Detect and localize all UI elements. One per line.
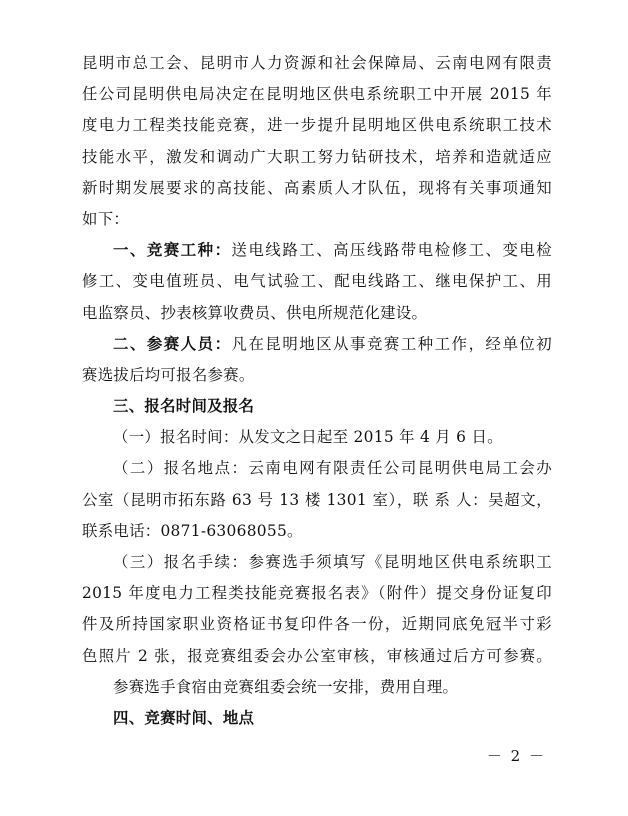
paragraph-line: 任公司昆明供电局决定在昆明地区供电系统职工中开展 2015 年 [82, 85, 552, 104]
paragraph-line: 电监察员、抄表核算收费员、供电所规范化建设。 [82, 303, 428, 322]
section-3-item-3-line: （三）报名手续：参赛选手须填写《昆明地区供电系统职工 [113, 553, 552, 571]
section-3-item-1: （一）报名时间：从发文之日起至 2015 年 4 月 6 日。 [113, 428, 503, 447]
paragraph-line: 度电力工程类技能竞赛，进一步提升昆明地区供电系统职工技术 [82, 116, 552, 135]
section-3-note: 参赛选手食宿由竞赛组委会统一安排，费用自理。 [113, 677, 459, 696]
section-3-item-3-line: 件及所持国家职业资格证书复印件各一份，近期同底免冠半寸彩 [82, 615, 552, 634]
paragraph-line: 赛选拔后均可报名参赛。 [82, 365, 255, 384]
section-4-heading: 四、竞赛时间、地点 [113, 708, 255, 727]
section-3-heading: 三、报名时间及报名 [113, 397, 255, 416]
paragraph-line: 新时期发展要求的高技能、高素质人才队伍，现将有关事项通知 [82, 178, 552, 197]
section-2-heading: 二、参赛人员： [113, 334, 232, 353]
paragraph-line: 昆明市总工会、昆明市人力资源和社会保障局、云南电网有限责 [82, 54, 552, 72]
paragraph-line: 修工、变电值班员、电气试验工、配电线路工、继电保护工、用 [82, 272, 552, 291]
paragraph-line: 如下： [82, 209, 130, 228]
section-1-text: 送电线路工、高压线路带电检修工、变电检 [231, 241, 552, 260]
paragraph-line: 技能水平，激发和调动广大职工努力钻研技术，培养和造就适应 [82, 147, 552, 166]
section-3-item-3-line: 色照片 2 张，报竞赛组委会办公室审核，审核通过后方可参赛。 [82, 646, 552, 665]
section-2-text: 凡在昆明地区从事竞赛工种工作，经单位初 [231, 334, 552, 353]
section-3-item-3-line: 2015 年度电力工程类技能竞赛报名表》（附件）提交身份证复印 [82, 584, 552, 603]
section-1-heading: 一、竞赛工种： [113, 241, 232, 260]
document-body [82, 48, 552, 734]
section-3-item-2-line: （二）报名地点：云南电网有限责任公司昆明供电局工会办 [113, 459, 552, 478]
section-1-first-line [82, 235, 552, 266]
section-3-item-2-line: 公室（昆明市拓东路 63 号 13 楼 1301 室），联 系 人：吴超文， [82, 490, 552, 509]
page-number: － 2 － [486, 747, 546, 765]
section-2-first-line [82, 329, 552, 360]
section-3-item-2-line: 联系电话：0871-63068055。 [82, 521, 303, 540]
